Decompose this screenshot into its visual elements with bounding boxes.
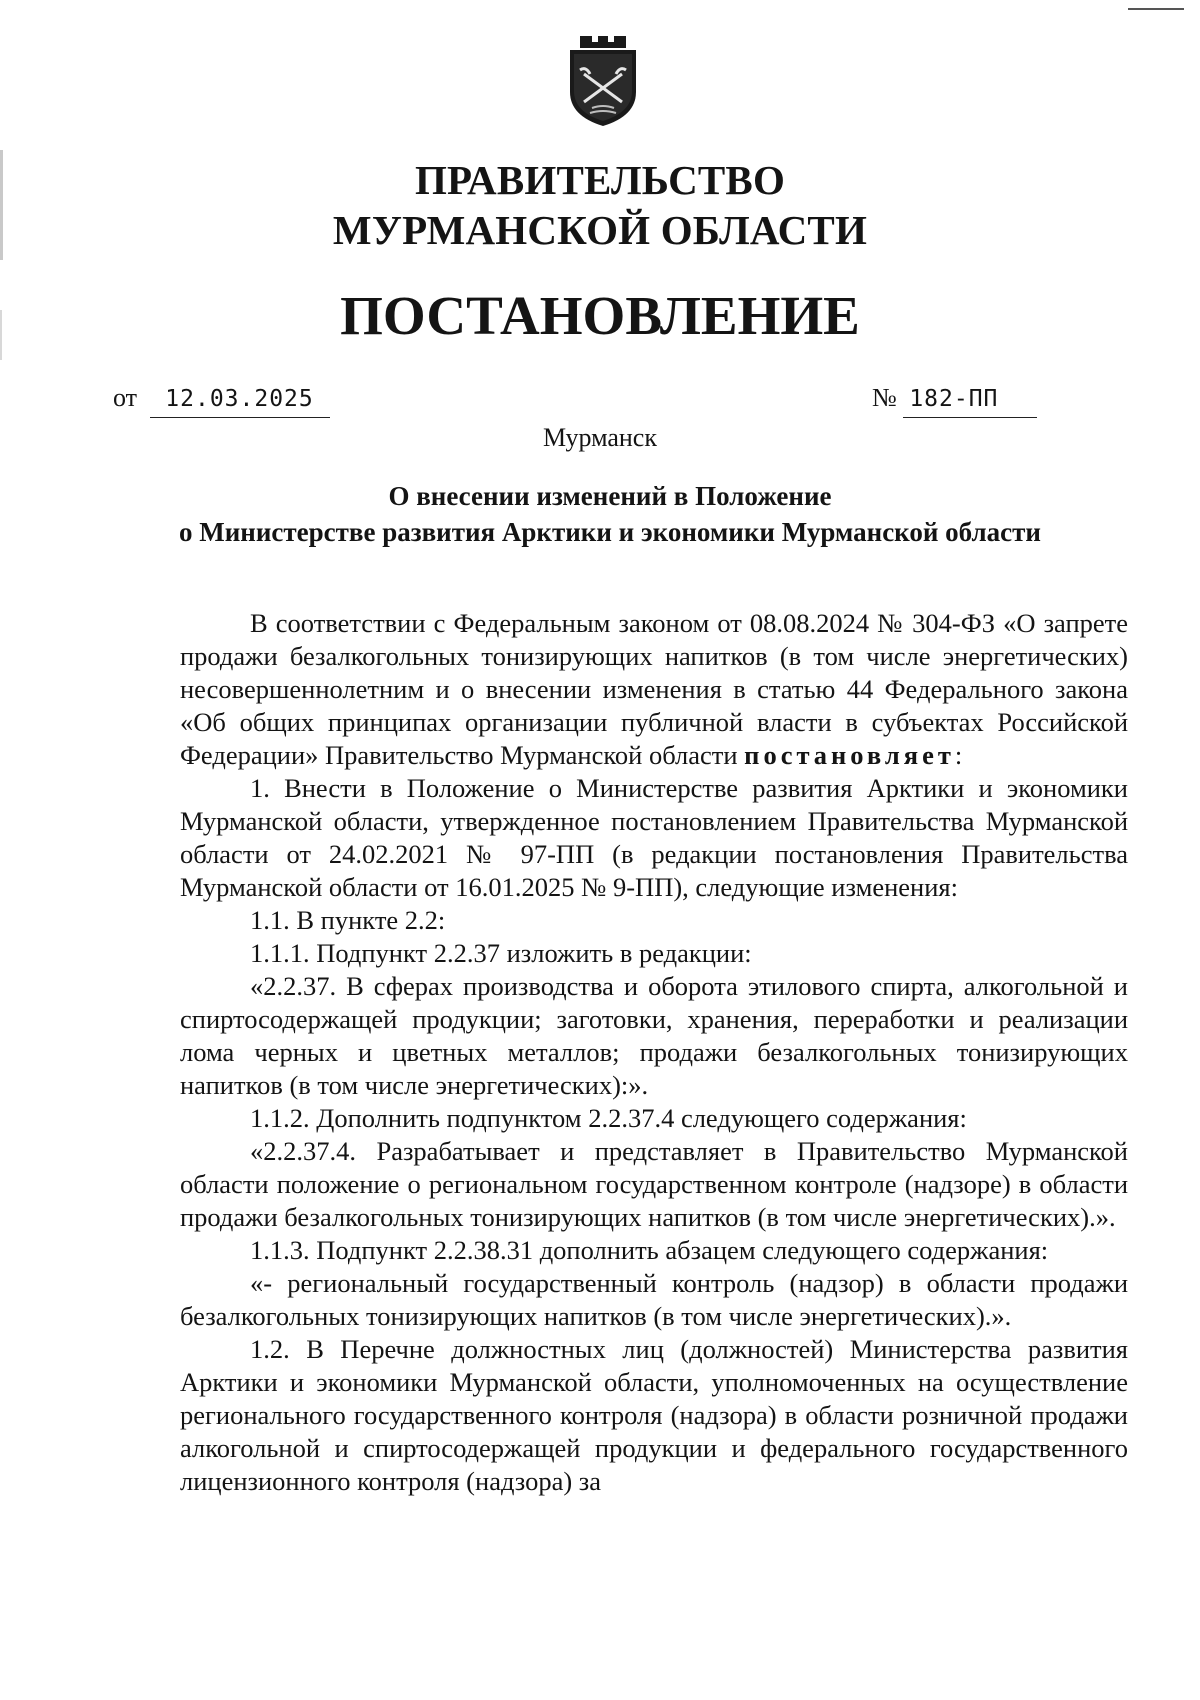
paragraph-1: 1. Внести в Положение о Министерстве развития Арктики и экономики Мурманской области, утвержденное постановлением Правительства Мурманской области от 24.02.2021 № 97-ПП (в редакции постановления Правительства Мурманской области от 16.01.2025 № 9-ПП), следующие изменения: — [180, 773, 1128, 902]
scan-edge-mark — [0, 310, 2, 360]
document-number — [872, 380, 1037, 416]
coat-of-arms-icon — [560, 30, 646, 130]
paragraph-1-1-1: 1.1.1. Подпункт 2.2.37 изложить в редакции: — [250, 938, 752, 968]
date-prefix: от — [113, 383, 138, 412]
paragraph-1-1-2: 1.1.2. Дополнить подпунктом 2.2.37.4 следующего содержания: — [250, 1103, 967, 1133]
city-name: Мурманск — [543, 423, 657, 452]
document-date — [113, 380, 330, 416]
paragraph-1-1-3-text: «- региональный государственный контроль (надзор) в области продажи безалкогольных тонизирующих напитков (в том числе энергетических).». — [180, 1268, 1128, 1331]
government-name-line1: ПРАВИТЕЛЬСТВО — [414, 157, 786, 203]
preamble-text: В соответствии с Федеральным законом от 08.08.2024 № 304-ФЗ «О запрете продажи безалкогольных тонизирующих напитков (в том числе энергетических) несовершеннолетним и о внесении изменения в статью 44 Федерального закона «Об общих принципах организации публичной власти в субъектах Российской Федерации» Правительство Мурманской области — [180, 608, 1128, 770]
number-value: 182-ПП — [903, 381, 1037, 418]
subject-line1: О внесении изменений в Положение — [388, 481, 832, 511]
government-name — [200, 155, 1000, 255]
resolves-word: постановляет — [744, 740, 955, 770]
document-type-title: ПОСТАНОВЛЕНИЕ — [340, 285, 860, 346]
paragraph-1-1-1-text: «2.2.37. В сферах производства и оборота этилового спирта, алкогольной и спиртосодержащей продукции; заготовки, хранения, переработки и реализации лома черных и цветных металлов; продажи безалкогольных тонизирующих напитков (в том числе энергетических):». — [180, 971, 1128, 1100]
preamble-paragraph — [180, 607, 1128, 772]
subject-line2: о Министерстве развития Арктики и экономики Мурманской области — [179, 517, 1041, 547]
government-name-line2: МУРМАНСКОЙ ОБЛАСТИ — [332, 207, 868, 253]
number-prefix: № — [872, 383, 897, 412]
resolves-colon: : — [954, 740, 963, 770]
document-body — [180, 607, 1128, 1498]
paragraph-1-2: 1.2. В Перечне должностных лиц (должностей) Министерства развития Арктики и экономики Мурманской области, уполномоченных на осуществление регионального государственного контроля (надзора) в области розничной продажи алкогольной и спиртосодержащей продукции и федерального государственного лицензионного контроля (надзора) за — [180, 1334, 1128, 1496]
paragraph-1-1-2-text: «2.2.37.4. Разрабатывает и представляет в Правительство Мурманской области положение о региональном государственном контроле (надзоре) в области продажи безалкогольных тонизирующих напитков (в том числе энергетических).». — [180, 1136, 1128, 1232]
scan-edge-mark — [0, 150, 3, 260]
date-value: 12.03.2025 — [150, 381, 330, 418]
paragraph-1-1: 1.1. В пункте 2.2: — [250, 905, 446, 935]
scan-edge-mark — [1128, 8, 1184, 10]
paragraph-1-1-3: 1.1.3. Подпункт 2.2.38.31 дополнить абзацем следующего содержания: — [250, 1235, 1049, 1265]
document-subject — [130, 478, 1090, 550]
